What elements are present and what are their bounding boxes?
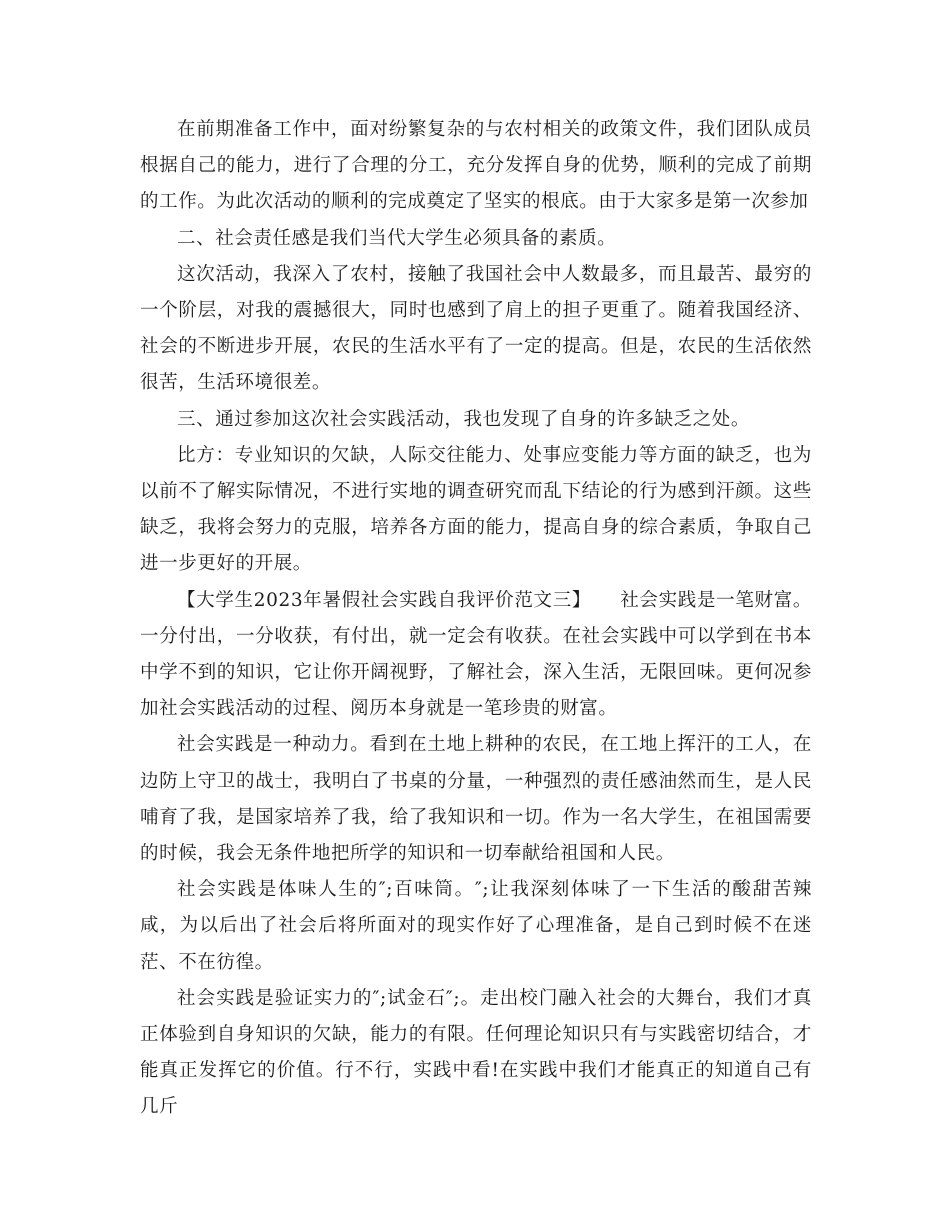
paragraph-touchstone: 社会实践是验证实力的″;试金石″;。走出校门融入社会的大舞台，我们才真正体验到自身知识的欠缺，能力的有限。任何理论知识只有与实践密切结合，才能真正发挥它的价值。行不行，实践中看!在实践中我们才能真正的知道自己有几斤 [140, 987, 812, 1118]
document-body [140, 112, 812, 1126]
paragraph-heading-shortcomings: 三、通过参加这次社会实践活动，我也发现了自身的许多缺乏之处。 [177, 408, 751, 430]
paragraph-examples: 比方：专业知识的欠缺，人际交往能力、处事应变能力等方面的缺乏，也为以前不了解实际情况，不进行实地的调查研究而乱下结论的行为感到汗颜。这些缺乏，我将会努力的克服，培养各方面的能力，提高自身的综合素质，争取自己进一步更好的开展。 [140, 444, 812, 575]
paragraph-life-taste: 社会实践是体味人生的″;百味筒。″;让我深刻体味了一下生活的酸甜苦辣咸，为以后出了社会后将所面对的现实作好了心理准备，是自己到时候不在迷茫、不在彷徨。 [140, 879, 812, 973]
paragraph-sample-three: 【大学生2023年暑假社会实践自我评价范文三】 社会实践是一笔财富。一分付出，一分收获，有付出，就一定会有收获。在社会实践中可以学到在书本中学不到的知识，它让你开阔视野，了解社会，深入生活，无限回味。更何况参加社会实践活动的过程、阅历本身就是一笔珍贵的财富。 [140, 589, 812, 720]
paragraph-preparation: 在前期准备工作中，面对纷繁复杂的与农村相关的政策文件，我们团队成员根据自己的能力，进行了合理的分工，充分发挥自身的优势，顺利的完成了前期的工作。为此次活动的顺利的完成奠定了坚实的根底。由于大家多是第一次参加 [140, 119, 812, 213]
paragraph-motivation: 社会实践是一种动力。看到在土地上耕种的农民，在工地上挥汗的工人，在边防上守卫的战士，我明白了书桌的分量，一种强烈的责任感油然而生，是人民哺育了我，是国家培养了我，给了我知识和一切。作为一名大学生，在祖国需要的时候，我会无条件地把所学的知识和一切奉献给祖国和人民。 [140, 734, 812, 865]
paragraph-rural-visit: 这次活动，我深入了农村，接触了我国社会中人数最多，而且最苦、最穷的一个阶层，对我的震撼很大，同时也感到了肩上的担子更重了。随着我国经济、社会的不断进步开展，农民的生活水平有了一定的提高。但是，农民的生活依然很苦，生活环境很差。 [140, 263, 812, 394]
paragraph-heading-responsibility: 二、社会责任感是我们当代大学生必须具备的素质。 [177, 227, 617, 249]
